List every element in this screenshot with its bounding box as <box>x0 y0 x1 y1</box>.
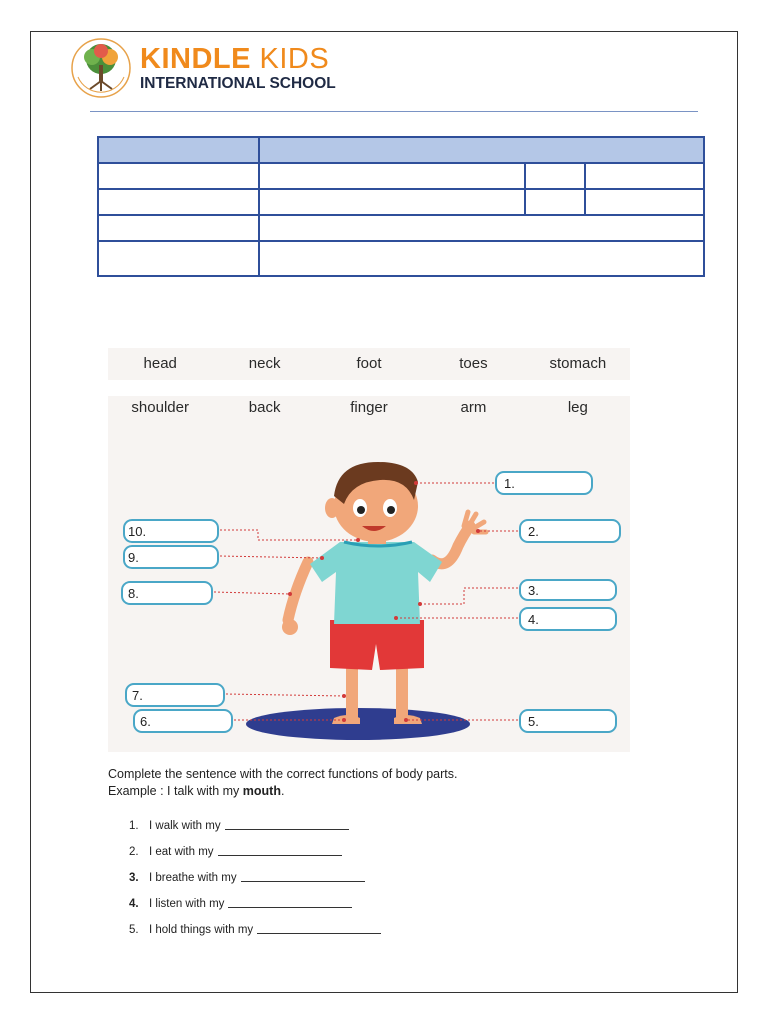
word-bank-item: shoulder <box>131 399 189 416</box>
word-bank-item: back <box>248 399 281 416</box>
word-bank-item: finger <box>350 399 388 416</box>
label-box[interactable] <box>520 608 616 630</box>
label-number: 5. <box>528 714 539 729</box>
word-bank-item: leg <box>567 399 588 416</box>
sentence-number: 2. <box>129 846 139 858</box>
label-number: 8. <box>128 586 139 601</box>
word-bank-item: stomach <box>549 355 607 372</box>
label-box[interactable] <box>124 546 218 568</box>
table-cell <box>259 137 704 163</box>
sentence-item <box>129 865 381 891</box>
label-box[interactable] <box>126 684 224 706</box>
sentence-number: 1. <box>129 820 139 832</box>
label-box[interactable] <box>520 710 616 732</box>
sentence-number: 5. <box>129 924 139 936</box>
sentence-text: I walk with my <box>149 820 221 832</box>
answer-blank[interactable] <box>218 843 342 856</box>
brand-title-main: KINDLE <box>140 43 251 75</box>
label-box[interactable] <box>122 582 212 604</box>
brand <box>140 44 336 93</box>
table-cell[interactable] <box>525 163 585 189</box>
student-info-table <box>97 136 705 277</box>
label-box[interactable] <box>496 472 592 494</box>
instruction-line: Complete the sentence with the correct functions of body parts. <box>108 767 458 781</box>
word-bank-item: toes <box>459 355 488 372</box>
word-bank-item: head <box>143 355 177 372</box>
sentence-text: I breathe with my <box>149 872 237 884</box>
brand-title <box>140 44 336 74</box>
table-cell[interactable] <box>259 241 704 276</box>
sentence-item <box>129 813 381 839</box>
table-cell[interactable] <box>98 215 259 241</box>
label-box[interactable] <box>520 580 616 600</box>
label-number: 2. <box>528 524 539 539</box>
label-number: 3. <box>528 583 539 598</box>
sentence-list <box>129 813 381 943</box>
brand-title-light: KIDS <box>250 43 330 75</box>
example-answer: mouth <box>242 784 281 798</box>
header-divider <box>90 111 698 112</box>
table-cell[interactable] <box>259 189 525 215</box>
sentence-item <box>129 891 381 917</box>
sentence-text: I hold things with my <box>149 924 254 936</box>
label-number: 7. <box>132 688 143 703</box>
word-bank-item: foot <box>356 355 382 372</box>
table-cell[interactable] <box>98 163 259 189</box>
sentence-number: 3. <box>129 872 139 884</box>
example-suffix: . <box>280 784 285 798</box>
table-cell[interactable] <box>259 215 704 241</box>
sentence-text: I listen with my <box>149 898 225 910</box>
table-cell[interactable] <box>98 241 259 276</box>
word-bank-row-2 <box>108 396 630 422</box>
word-bank-item: neck <box>248 355 281 372</box>
table-cell[interactable] <box>259 163 525 189</box>
brand-subtitle: INTERNATIONAL SCHOOL <box>140 75 336 92</box>
label-number: 9. <box>128 550 139 565</box>
sentence-text: I eat with my <box>149 846 214 858</box>
word-bank-item: arm <box>460 399 487 416</box>
label-box[interactable] <box>124 520 218 542</box>
body-parts-illustration <box>108 422 630 752</box>
answer-blank[interactable] <box>257 921 381 934</box>
answer-blank[interactable] <box>228 895 352 908</box>
sentence-item <box>129 839 381 865</box>
word-bank-row-1 <box>108 348 630 380</box>
label-number: 1. <box>504 476 515 491</box>
table-cell[interactable] <box>585 163 704 189</box>
table-cell[interactable] <box>525 189 585 215</box>
label-number: 6. <box>140 714 151 729</box>
school-logo-tree-icon <box>70 37 132 99</box>
example-prefix: Example : I talk with my <box>108 784 243 798</box>
instructions <box>108 766 458 800</box>
sentence-item <box>129 917 381 943</box>
sentence-number: 4. <box>129 898 139 910</box>
label-box[interactable] <box>134 710 232 732</box>
label-number: 10. <box>128 524 147 539</box>
answer-blank[interactable] <box>225 817 349 830</box>
table-cell[interactable] <box>98 189 259 215</box>
table-cell <box>98 137 259 163</box>
example-line <box>108 783 458 800</box>
label-box[interactable] <box>520 520 620 542</box>
table-cell[interactable] <box>585 189 704 215</box>
answer-blank[interactable] <box>241 869 365 882</box>
label-number: 4. <box>528 612 539 627</box>
